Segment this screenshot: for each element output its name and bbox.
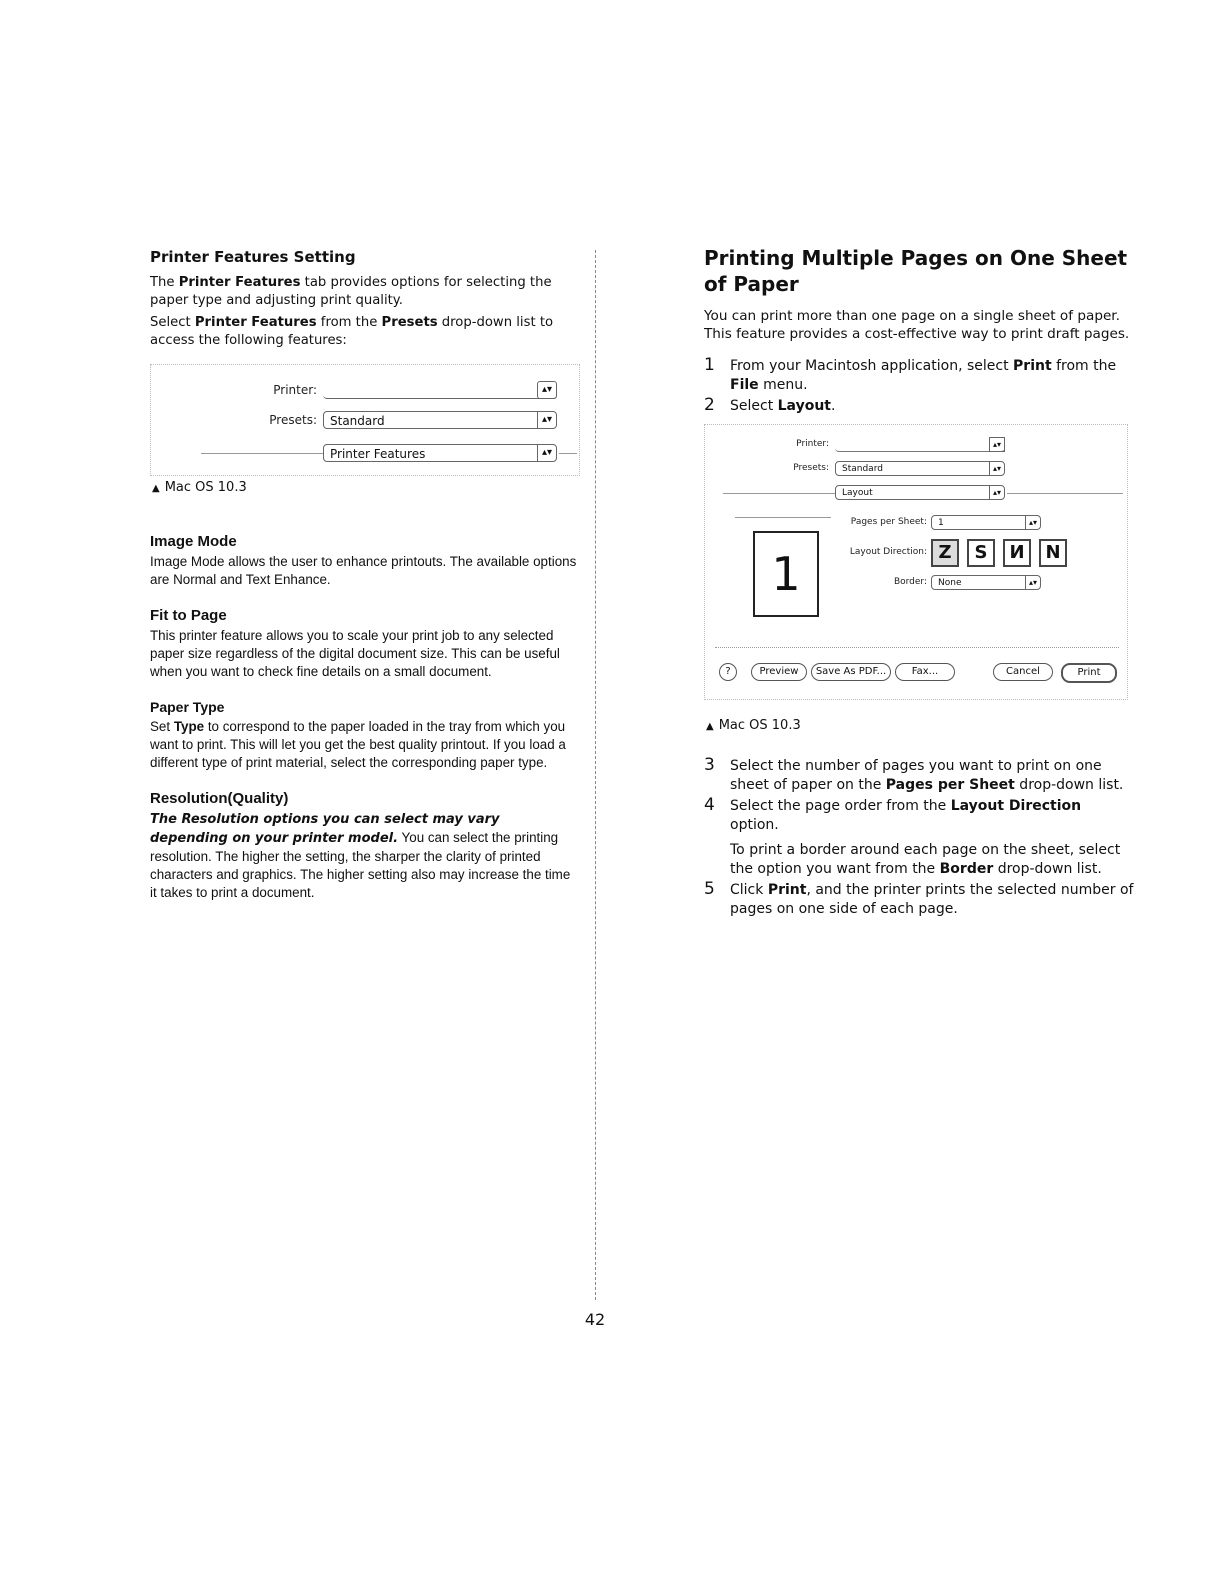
step-4-note: To print a border around each page on the sheet, select the option you want from the Border drop-down list. — [730, 842, 1121, 877]
layout-direction-z-icon[interactable]: Z — [931, 539, 959, 567]
border-label: Border: — [893, 577, 927, 587]
panel-separator-left — [201, 453, 323, 454]
resolution-heading: Resolution(Quality) — [150, 790, 289, 807]
presets-select[interactable]: Standard ▴▾ — [323, 411, 557, 429]
step-4: 4 Select the page order from the Layout Direction option. To print a border around each page on the sheet, select the option you want from the Border drop-down list. — [704, 797, 1134, 879]
fit-to-page-section — [150, 607, 580, 681]
step-3: 3 Select the number of pages you want to print on one sheet of paper on the Pages per Sheet drop-down list. — [704, 755, 1124, 793]
layout-dialog — [704, 424, 1128, 700]
step-1: 1 From your Macintosh application, select Print from the File menu. — [704, 355, 1117, 393]
border-select[interactable]: None ▴▾ — [931, 575, 1041, 590]
presets-label: Presets: — [269, 413, 317, 427]
cancel-button[interactable]: Cancel — [993, 663, 1053, 681]
printer-label: Printer: — [273, 383, 317, 397]
page-preview: 1 — [753, 531, 819, 617]
preview-button[interactable]: Preview — [751, 663, 807, 681]
printer-features-paragraph-1: The Printer Features tab provides options for selecting the paper type and adjusting print quality. — [150, 275, 552, 308]
step-2: 2 Select Layout. — [704, 395, 836, 415]
panel-select[interactable]: Printer Features ▴▾ — [323, 444, 557, 462]
print-button[interactable]: Print — [1061, 663, 1117, 683]
printer-features-heading: Printer Features Setting — [150, 248, 356, 266]
buttons-separator — [715, 647, 1119, 648]
paper-type-text: Set Type to correspond to the paper loaded in the tray from which you want to print. This will let you get the best quality printout. If you load a different type of print material, select the corresponding paper type. — [150, 719, 566, 770]
figure-caption-left: ▲ Mac OS 10.3 — [152, 480, 247, 495]
save-as-pdf-button[interactable]: Save As PDF... — [811, 663, 891, 681]
column-divider — [595, 250, 596, 1300]
steps-list-b — [704, 757, 1134, 919]
preview-separator — [735, 517, 831, 518]
layout-direction-n-mirror-icon[interactable]: И — [1003, 539, 1031, 567]
layout-direction-n-icon[interactable]: N — [1039, 539, 1067, 567]
layout-direction-label: Layout Direction: — [849, 547, 927, 557]
image-mode-section — [150, 533, 580, 589]
layout-separator-left — [723, 493, 835, 494]
border-select-arrow-icon: ▴▾ — [1025, 576, 1040, 589]
printer-select-2[interactable] — [835, 437, 1005, 452]
paper-type-section — [150, 699, 580, 772]
paper-type-heading: Paper Type — [150, 699, 225, 715]
presets-select-arrow-icon: ▴▾ — [537, 412, 556, 428]
printer-select-2-arrow-icon: ▴▾ — [989, 437, 1005, 452]
printer-features-dialog — [150, 364, 580, 476]
image-mode-text: Image Mode allows the user to enhance printouts. The available options are Normal and Text Enhance. — [150, 554, 577, 587]
layout-panel-select[interactable]: Layout ▴▾ — [835, 485, 1005, 500]
image-mode-heading: Image Mode — [150, 533, 237, 550]
printer-select-arrow-icon: ▴▾ — [537, 381, 557, 399]
steps-list-a — [704, 357, 1134, 416]
printer-select[interactable] — [323, 381, 557, 399]
step-5: 5 Click Print, and the printer prints the selected number of pages on one side of each page. — [704, 879, 1134, 917]
layout-panel-select-arrow-icon: ▴▾ — [989, 486, 1004, 499]
presets-select-2[interactable]: Standard ▴▾ — [835, 461, 1005, 476]
triangle-icon: ▲ — [152, 483, 160, 494]
layout-separator-right — [1007, 493, 1123, 494]
printer-label-2: Printer: — [796, 439, 829, 449]
panel-separator-right — [559, 453, 577, 454]
triangle-icon-right: ▲ — [706, 721, 714, 732]
fit-to-page-text: This printer feature allows you to scale your print job to any selected paper size regardless of the digital document size. This can be useful when you want to check fine details on a small document. — [150, 628, 560, 679]
printer-features-paragraph-2: Select Printer Features from the Presets drop-down list to access the following features: — [150, 315, 554, 348]
multiple-pages-intro: You can print more than one page on a single sheet of paper. This feature provides a cost-effective way to print draft pages. — [704, 308, 1130, 342]
presets-label-2: Presets: — [793, 463, 829, 473]
pages-per-sheet-arrow-icon: ▴▾ — [1025, 516, 1040, 529]
presets-select-2-arrow-icon: ▴▾ — [989, 462, 1004, 475]
left-column — [150, 248, 580, 906]
fit-to-page-heading: Fit to Page — [150, 607, 227, 624]
right-column — [704, 245, 1134, 921]
page-number: 42 — [584, 1310, 606, 1329]
pages-per-sheet-select[interactable]: 1 ▴▾ — [931, 515, 1041, 530]
panel-select-arrow-icon: ▴▾ — [537, 445, 556, 461]
multiple-pages-heading: Printing Multiple Pages on One Sheet of Paper — [704, 246, 1128, 296]
help-button[interactable]: ? — [719, 663, 737, 681]
pages-per-sheet-label: Pages per Sheet: — [850, 517, 927, 527]
layout-direction-s-icon[interactable]: S — [967, 539, 995, 567]
figure-caption-right: ▲ Mac OS 10.3 — [706, 718, 801, 733]
resolution-text: The Resolution options you can select may vary depending on your printer model. You can select the printing resolution. The higher the setting, the sharper the clarity of printed characters and graphics. The higher setting also may increase the time it takes to print a document. — [150, 812, 571, 900]
resolution-section — [150, 790, 580, 902]
fax-button[interactable]: Fax... — [895, 663, 955, 681]
